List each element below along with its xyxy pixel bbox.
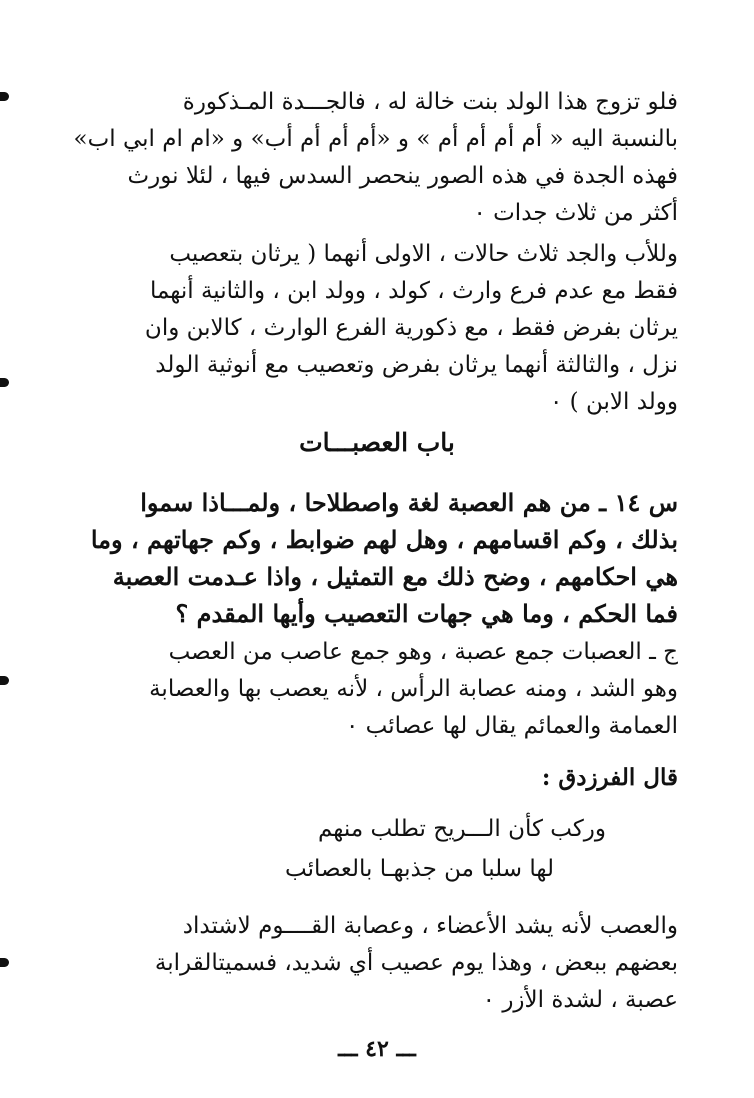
- text-line: يرثان بفرض فقط ، مع ذكورية الفرع الوارث ، كالابن وان: [144, 315, 678, 341]
- paragraph-grandmothers: [66, 84, 678, 232]
- text-line: س ١٤ ـ من هم العصبة لغة واصطلاحا ، ولمـــاذا سموا: [140, 488, 678, 517]
- text-line: ج ـ العصبات جمع عصبة ، وهو جمع عاصب من العصب: [168, 639, 678, 665]
- text-line: فلو تزوج هذا الولد بنت خالة له ، فالجـــدة المـذكورة: [182, 89, 678, 115]
- paragraph-asaba-meaning: [66, 908, 678, 1019]
- text-line: وهو الشد ، ومنه عصابة الرأس ، لأنه يعصب بها والعصابة: [149, 676, 678, 702]
- text-line: فما الحكم ، وما هي جهات التعصيب وأيها المقدم ؟: [175, 599, 678, 628]
- text-line: بذلك ، وكم اقسامهم ، وهل لهم ضوابط ، وكم جهاتهم ، وما: [90, 525, 678, 554]
- text-line: عصبة ، لشدة الأزر ٠: [482, 987, 678, 1013]
- section-heading: باب العصبـــات: [299, 428, 455, 457]
- paragraph-father-grandfather: [66, 236, 678, 421]
- margin-mark: [0, 92, 9, 101]
- question-paragraph: [66, 484, 678, 632]
- text-line: العمامة والعمائم يقال لها عصائب ٠: [345, 713, 678, 739]
- text-line: والعصب لأنه يشد الأعضاء ، وعصابة القــــوم لاشتداد: [182, 913, 678, 939]
- text-line: وللأب والجد ثلاث حالات ، الاولى أنهما ( يرثان بتعصيب: [169, 241, 678, 267]
- text-line: فهذه الجدة في هذه الصور ينحصر السدس فيها ، لئلا نورث: [127, 163, 678, 189]
- text-line: بالنسبة اليه « أم أم أم أم » و «أم أم أم أب» و «ام ام ابي اب»: [73, 126, 678, 152]
- verse-line-1: وركب كأن الـــريح تطلب منهم: [317, 816, 606, 842]
- margin-mark: [0, 378, 9, 387]
- text-line: نزل ، والثالثة أنهما يرثان بفرض وتعصيب مع أنوثية الولد: [155, 352, 678, 378]
- text-line: أكثر من ثلاث جدات ٠: [473, 200, 678, 226]
- text-line: بعضهم ببعض ، وهذا يوم عصيب أي شديد، فسميتالقرابة: [154, 950, 678, 976]
- text-line: فقط مع عدم فرع وارث ، كولد ، وولد ابن ، والثانية أنهما: [149, 278, 678, 304]
- margin-mark: [0, 958, 9, 967]
- margin-mark: [0, 676, 9, 685]
- text-line: وولد الابن ) ٠: [550, 389, 678, 415]
- answer-paragraph: [66, 634, 678, 745]
- verse-line-2: لها سلبا من جذبهـا بالعصائب: [284, 856, 554, 882]
- poet-intro: قال الفرزدق :: [541, 764, 678, 791]
- page-number: ـــ ٤٢ ـــ: [338, 1036, 416, 1062]
- text-line: هي احكامهم ، وضح ذلك مع التمثيل ، واذا عـدمت العصبة: [112, 562, 678, 591]
